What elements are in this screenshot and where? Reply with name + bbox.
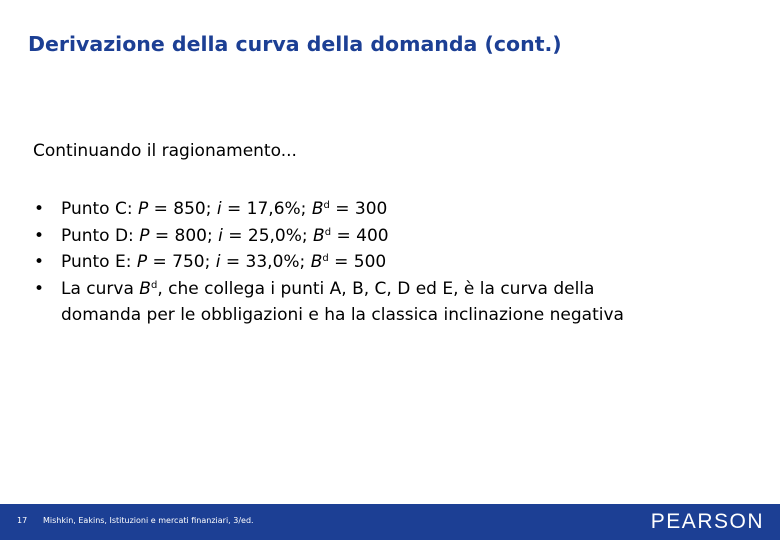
rate-value: = 25,0%; [222, 225, 308, 246]
rate-var: i [216, 199, 222, 219]
point-label: Punto C: [61, 199, 133, 219]
footer-bar [0, 504, 780, 540]
bullet-icon: • [34, 199, 45, 219]
rate-var: i [218, 225, 223, 246]
rate-value: = 17,6%; [221, 199, 307, 219]
bullet-list [33, 196, 624, 329]
curve-pre: La curva [61, 278, 140, 299]
price-var: P [136, 252, 148, 272]
point-label: Punto E: [61, 252, 132, 272]
page-number: 17 [17, 516, 28, 525]
rate-value: = 33,0%; [220, 252, 306, 272]
price-value: = 750; [147, 252, 211, 272]
curve-post: , che collega i punti A, B, C, D ed E, è la curva della [157, 278, 595, 299]
curve-var: B [139, 278, 151, 299]
curve-continuation: domanda per le obbligazioni e ha la classica inclinazione negativa [61, 305, 624, 325]
demand-var: B [310, 252, 323, 272]
price-var: P [137, 199, 149, 219]
price-value: = 800; [149, 225, 213, 246]
list-item-point-e [33, 249, 624, 276]
slide-title: Derivazione della curva della domanda (cont.) [28, 32, 562, 56]
bullet-icon: • [34, 278, 45, 299]
bullet-icon: • [34, 252, 45, 272]
demand-var: B [311, 199, 324, 219]
curve-sup: d [150, 279, 158, 291]
demand-value: = 400 [331, 225, 389, 246]
list-item-point-c [33, 196, 624, 223]
intro-text: Continuando il ragionamento... [33, 141, 297, 161]
demand-value: = 300 [329, 199, 388, 219]
list-item-demand-curve [33, 276, 624, 329]
point-label: Punto D: [61, 225, 134, 246]
demand-sup: d [323, 200, 330, 211]
price-var: P [139, 225, 150, 246]
price-value: = 850; [148, 199, 212, 219]
demand-var: B [313, 225, 325, 246]
footer-citation: Mishkin, Eakins, Istituzioni e mercati finanziari, 3/ed. [43, 516, 254, 525]
demand-sup: d [324, 226, 332, 238]
rate-var: i [215, 252, 221, 272]
bullet-icon: • [34, 225, 45, 246]
pearson-logo: PEARSON [650, 510, 764, 533]
demand-value: = 500 [328, 252, 387, 272]
list-item-point-d [33, 223, 624, 250]
demand-sup: d [322, 253, 329, 264]
